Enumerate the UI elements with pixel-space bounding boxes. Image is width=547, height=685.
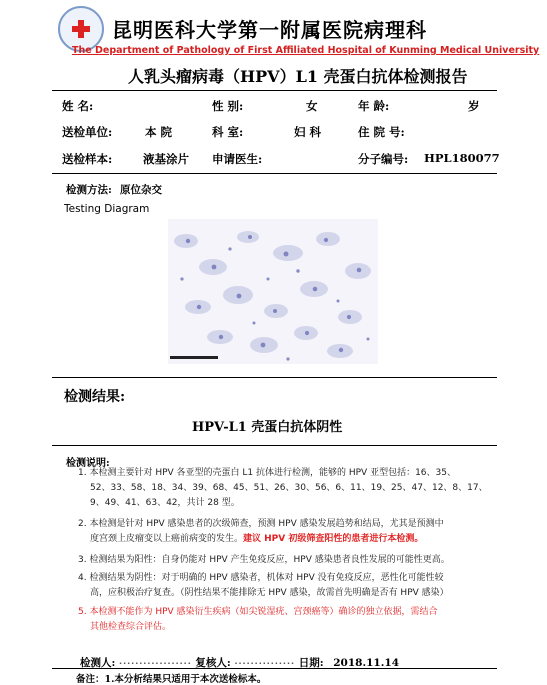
dept-label: 科 室:	[212, 125, 244, 139]
note-text: 9、49、41、63、42，共计 28 型。	[90, 498, 240, 508]
note-text: 本检测不能作为 HPV 感染衍生疾病（如尖锐湿疣、宫颈癌等）确诊的独立依据，需结合	[89, 607, 438, 617]
note-item-5	[78, 605, 498, 635]
sign-line: 检测人: ·················· 复核人: ··············· 日期: 2018.11.14	[80, 657, 400, 669]
divider-bottom	[52, 668, 497, 669]
bed-label: 住 院 号:	[358, 125, 405, 139]
hospital-name-en: The Department of Pathology of First Affiliated Hospital of Kunming Medical University	[72, 45, 540, 56]
note-item-2	[78, 517, 498, 547]
red-cross-icon	[72, 20, 90, 38]
note-text: 检测结果为阴性：对于明确的 HPV 感染者，机体对 HPV 没有免疫反应，恶性化可能性较	[89, 573, 444, 583]
sample-value: 液基涂片	[143, 152, 189, 166]
note-number: 5.	[78, 607, 87, 617]
note-text-emphasis: 建议 HPV 初级筛查阳性的患者进行本检测。	[243, 534, 424, 544]
note-text: 度宫颈上皮瘤变以上癌前病变的发生。	[90, 534, 244, 544]
note-number: 1.	[78, 468, 87, 478]
dept-value: 妇 科	[294, 125, 322, 139]
diagram-label: Testing Diagram	[64, 203, 150, 215]
divider-image	[52, 377, 497, 378]
name-label: 姓 名:	[62, 99, 94, 113]
date-label: 日期:	[298, 657, 324, 669]
sex-value: 女	[306, 99, 318, 113]
molno-value: HPL180077	[424, 151, 500, 165]
unit-label: 送检单位:	[62, 125, 113, 139]
result-value: HPV-L1 壳蛋白抗体阴性	[192, 420, 343, 435]
sample-label: 送检样本:	[62, 152, 113, 166]
note-text: 其他检查综合评估。	[90, 622, 172, 632]
note-number: 3.	[78, 555, 87, 565]
note-item-3	[78, 553, 498, 568]
method-value: 原位杂交	[120, 184, 162, 196]
note-text: 52、33、58、18、34、39、68、45、51、26、30、56、6、11、19、25、47、12、8、17、	[90, 483, 488, 493]
age-label: 年 龄:	[358, 99, 390, 113]
note-item-1	[78, 466, 498, 511]
unit-value: 本 院	[145, 125, 173, 139]
reviewer-label: 复核人:	[195, 657, 231, 669]
microscopy-image	[168, 219, 378, 364]
method-label: 检测方法:	[66, 184, 112, 196]
divider-patient	[52, 173, 497, 174]
divider-result	[52, 445, 497, 446]
note-text: 本检测是针对 HPV 感染患者的次级筛查，预测 HPV 感染发展趋势和结局，尤其是预测中	[89, 519, 444, 529]
footer-note: 备注：1.本分析结果只适用于本次送检标本。	[76, 674, 267, 685]
date-value: 2018.11.14	[333, 657, 400, 669]
notes-title: 检测说明:	[66, 458, 110, 469]
result-label: 检测结果:	[64, 389, 126, 405]
note-item-4	[78, 571, 498, 601]
doctor-label: 申请医生:	[212, 152, 263, 166]
divider-top	[52, 90, 497, 91]
note-text: 检测结果为阳性：自身仍能对 HPV 产生免疫反应，HPV 感染患者良性发展的可能性更高。	[89, 555, 450, 565]
note-text: 高，应积极治疗复查。（阴性结果不能排除无 HPV 感染，故需首先明确是否有 HPV 感染）	[90, 588, 449, 598]
report-title: 人乳头瘤病毒（HPV）L1 壳蛋白抗体检测报告	[128, 67, 468, 86]
note-number: 2.	[78, 519, 87, 529]
sex-label: 性 别:	[212, 99, 244, 113]
note-number: 4.	[78, 573, 87, 583]
note-text: 本检测主要针对 HPV 各亚型的壳蛋白 L1 抗体进行检测，能够的 HPV 亚型包括：16、35、	[89, 468, 456, 478]
hospital-name: 昆明医科大学第一附属医院病理科	[112, 18, 427, 42]
tester-label: 检测人:	[80, 657, 116, 669]
cell-smear-figure	[168, 219, 378, 364]
age-value: 岁	[468, 99, 480, 113]
molno-label: 分子编号:	[358, 152, 409, 166]
